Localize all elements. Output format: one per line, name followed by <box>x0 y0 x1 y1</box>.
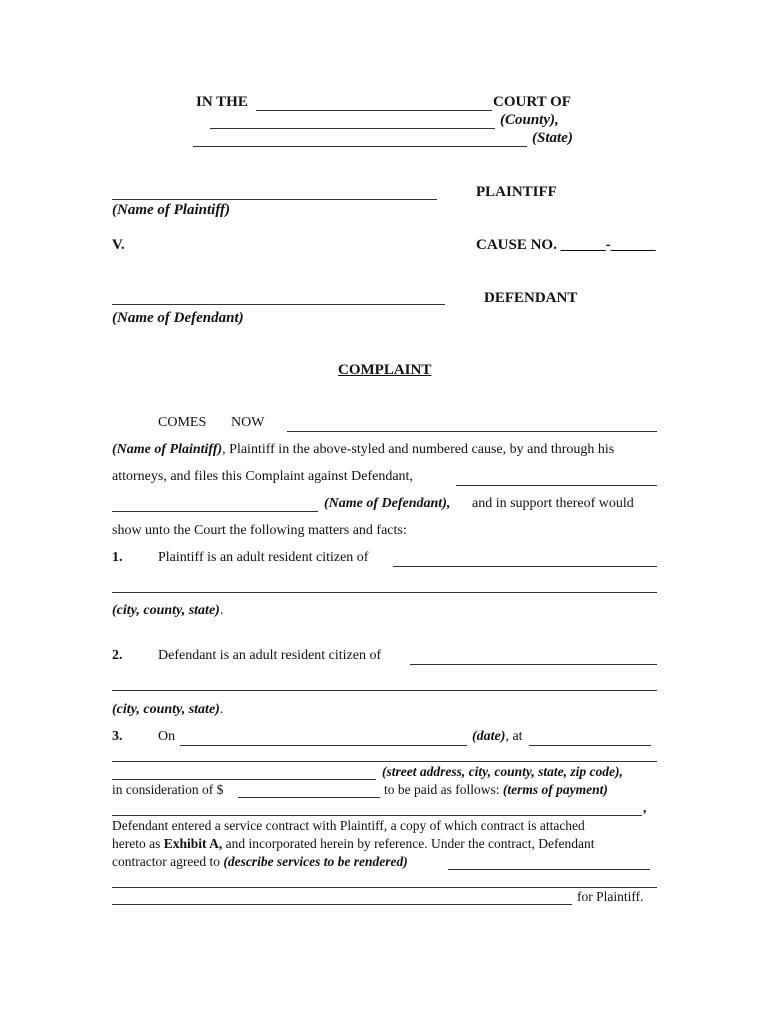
item-3-terms-hint: (terms of payment) <box>502 782 608 797</box>
item-3-line-2b: and incorporated herein by reference. Under the contract, Defendant <box>225 836 595 851</box>
intro-defendant-hint: (Name of Defendant), <box>324 496 451 511</box>
item-3-address-field-2[interactable] <box>112 779 376 780</box>
item-3-paid-line <box>384 782 608 798</box>
versus: V. <box>112 237 125 253</box>
item-3-amount-field[interactable] <box>238 797 380 798</box>
cause-number: CAUSE NO. ______-______ <box>476 237 656 253</box>
item-3-services-hint: (describe services to be rendered) <box>223 854 408 869</box>
item-1-end: . <box>219 603 224 618</box>
plaintiff-name-hint: (Name of Plaintiff) <box>112 202 231 218</box>
item-2-end: . <box>219 702 224 717</box>
item-3-exhibit: Exhibit A, <box>163 836 223 851</box>
item-3-paid-as: to be paid as follows: <box>384 782 500 797</box>
state-field[interactable] <box>193 146 527 147</box>
court-name-field[interactable] <box>256 110 492 111</box>
caption-court-of: COURT OF <box>493 94 571 110</box>
intro-plaintiff-hint: (Name of Plaintiff) <box>112 442 223 457</box>
item-3-line-2a: hereto as <box>112 836 161 851</box>
item-3-for-plaintiff: for Plaintiff. <box>577 889 644 904</box>
intro-defendant-field[interactable] <box>456 485 657 486</box>
intro-comes: COMES <box>158 415 207 430</box>
plaintiff-name-field[interactable] <box>112 199 437 200</box>
item-3-comma: , <box>643 800 647 815</box>
item-3-line-2 <box>112 836 594 852</box>
item-2-residence-field-2[interactable] <box>112 690 657 691</box>
item-2-residence-field[interactable] <box>410 664 657 665</box>
item-1-text: Plaintiff is an adult resident citizen of <box>158 550 369 565</box>
item-3-address-hint: (street address, city, county, state, zip code), <box>382 764 623 779</box>
caption-county: (County), <box>500 112 559 128</box>
intro-line-2-rest: , Plaintiff in the above-styled and numbered cause, by and through his <box>222 442 615 457</box>
item-2-hint-line <box>112 702 223 718</box>
intro-line-3: attorneys, and files this Complaint against Defendant, <box>112 469 413 484</box>
county-field[interactable] <box>210 128 495 129</box>
item-2-hint: (city, county, state) <box>112 702 220 717</box>
item-3-date-line <box>472 729 523 745</box>
item-3-line-3a: contractor agreed to <box>112 854 220 869</box>
item-3-terms-field[interactable] <box>112 815 642 816</box>
intro-now: NOW <box>231 415 265 430</box>
defendant-name-hint: (Name of Defendant) <box>112 310 244 326</box>
item-1-hint-line <box>112 603 223 619</box>
item-3-services-field-3[interactable] <box>112 904 572 905</box>
item-3-address-field[interactable] <box>112 761 657 762</box>
item-3-at: , at <box>505 729 523 744</box>
caption-in-the: IN THE <box>196 94 248 110</box>
item-3-location-field[interactable] <box>529 745 651 746</box>
item-3-date-field[interactable] <box>180 745 467 746</box>
defendant-label: DEFENDANT <box>484 290 578 306</box>
intro-line-2 <box>112 442 614 458</box>
item-1-number: 1. <box>112 550 123 565</box>
caption-state: (State) <box>532 130 573 146</box>
item-1-hint: (city, county, state) <box>112 603 220 618</box>
intro-plaintiff-field[interactable] <box>287 431 657 432</box>
plaintiff-label: PLAINTIFF <box>476 184 557 200</box>
item-3-number: 3. <box>112 729 123 744</box>
item-1-residence-field[interactable] <box>393 566 657 567</box>
item-3-date-hint: (date) <box>472 729 506 744</box>
document-title: COMPLAINT <box>338 362 432 378</box>
intro-line-5: show unto the Court the following matters and facts: <box>112 523 407 538</box>
item-3-line-3 <box>112 854 408 870</box>
item-2-text: Defendant is an adult resident citizen of <box>158 648 382 663</box>
item-3-services-field-2[interactable] <box>112 887 657 888</box>
item-1-residence-field-2[interactable] <box>112 592 657 593</box>
intro-line-4-rest: and in support thereof would <box>472 496 634 511</box>
item-3-line-1: Defendant entered a service contract with Plaintiff, a copy of which contract is attached <box>112 818 585 833</box>
intro-defendant-name-field[interactable] <box>112 511 318 512</box>
item-3-consideration: in consideration of $ <box>112 782 224 797</box>
item-3-on: On <box>158 729 176 744</box>
item-2-number: 2. <box>112 648 123 663</box>
defendant-name-field[interactable] <box>112 304 445 305</box>
item-3-services-field[interactable] <box>448 869 650 870</box>
